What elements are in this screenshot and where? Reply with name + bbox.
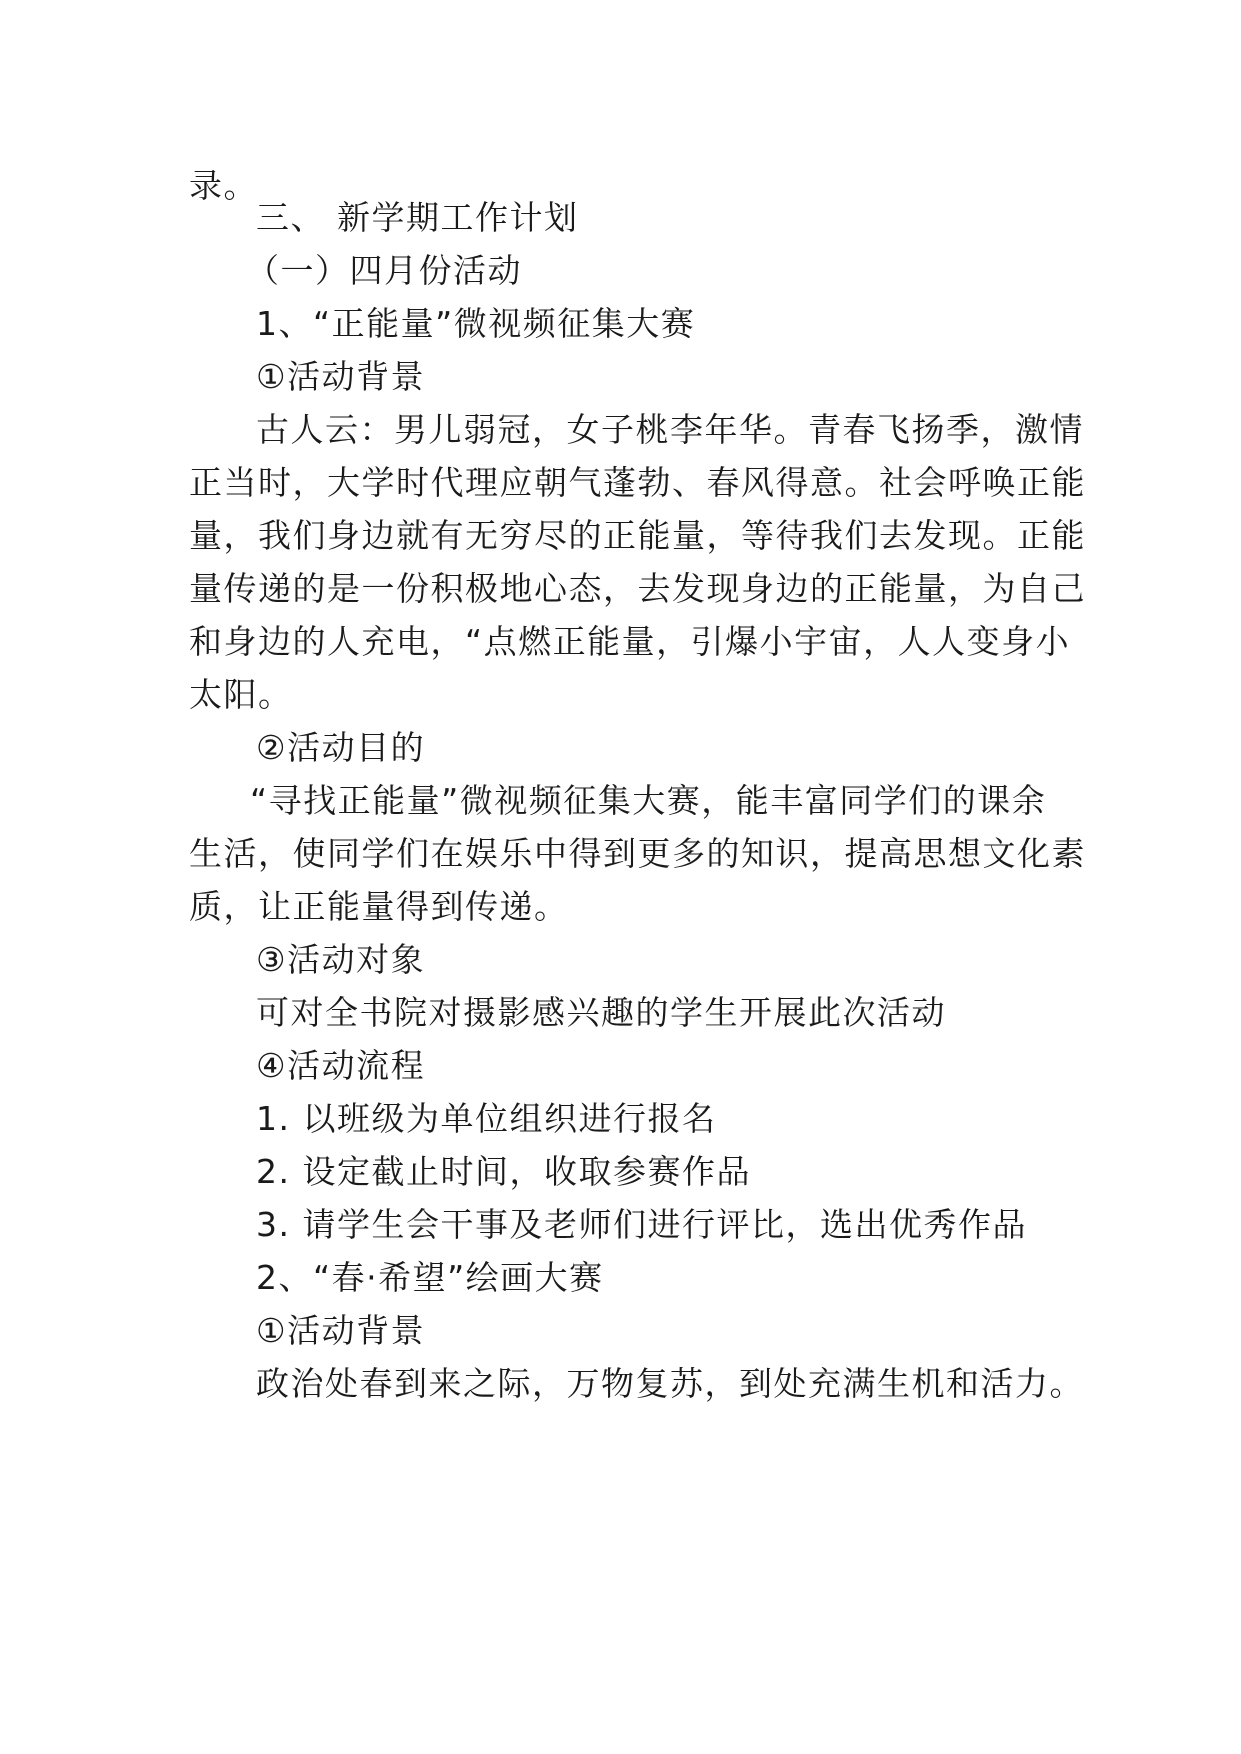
activity-purpose-heading: ②活动目的 — [256, 728, 426, 767]
item-heading-1: 1、“正能量”微视频征集大赛 — [256, 304, 696, 343]
activity-target-heading: ③活动对象 — [256, 940, 426, 979]
process-step-3: 3. 请学生会干事及老师们进行评比，选出优秀作品 — [256, 1205, 1027, 1244]
paragraph-line-8: 生活，使同学们在娱乐中得到更多的知识，提高思想文化素 — [189, 834, 1086, 873]
paragraph-line-11: 政治处春到来之际，万物复苏，到处充满生机和活力。 — [256, 1364, 1084, 1403]
paragraph-line-7: “寻找正能量”微视频征集大赛，能丰富同学们的课余 — [250, 781, 1047, 820]
text-line-1: 录。 — [189, 166, 258, 205]
process-step-1: 1. 以班级为单位组织进行报名 — [256, 1099, 717, 1138]
paragraph-line-5: 和身边的人充电，“点燃正能量，引爆小宇宙，人人变身小 — [189, 622, 1071, 661]
paragraph-line-1: 古人云：男儿弱冠，女子桃李年华。青春飞扬季，激情 — [256, 410, 1084, 449]
activity-background-heading-2: ①活动背景 — [256, 1311, 426, 1350]
activity-background-heading: ①活动背景 — [256, 357, 426, 396]
paragraph-line-2: 正当时，大学时代理应朝气蓬勃、春风得意。社会呼唤正能 — [189, 463, 1086, 502]
item-heading-2: 2、“春·希望”绘画大赛 — [256, 1258, 604, 1297]
paragraph-line-3: 量，我们身边就有无穷尽的正能量，等待我们去发现。正能 — [189, 516, 1086, 555]
paragraph-line-4: 量传递的是一份积极地心态，去发现身边的正能量，为自己 — [189, 569, 1086, 608]
activity-process-heading: ④活动流程 — [256, 1046, 426, 1085]
paragraph-line-9: 质，让正能量得到传递。 — [189, 887, 569, 926]
process-step-2: 2. 设定截止时间，收取参赛作品 — [256, 1152, 751, 1191]
section-heading: 三、 新学期工作计划 — [256, 198, 579, 237]
subsection-heading: （一）四月份活动 — [246, 251, 522, 290]
paragraph-line-10: 可对全书院对摄影感兴趣的学生开展此次活动 — [256, 993, 946, 1032]
paragraph-line-6: 太阳。 — [189, 675, 293, 714]
